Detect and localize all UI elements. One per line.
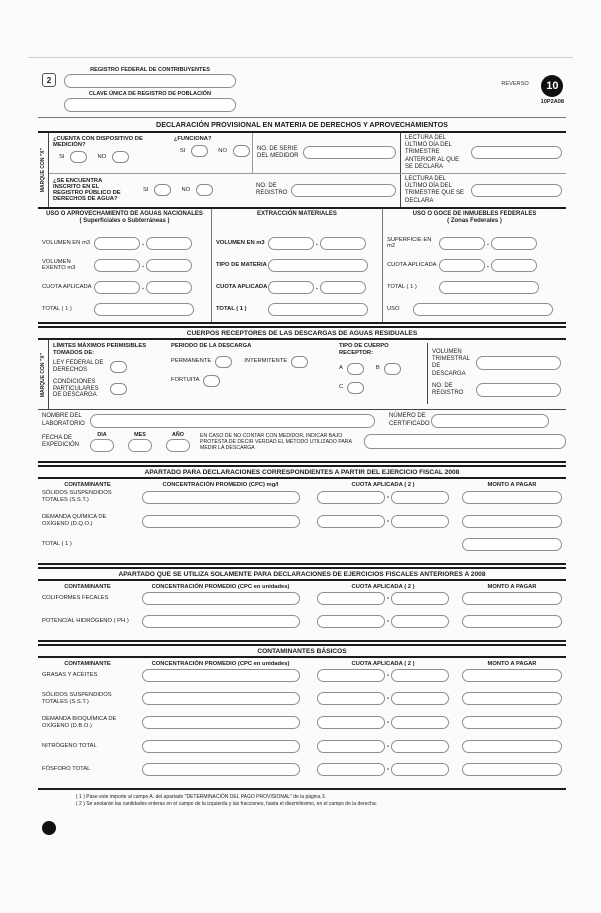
decimal-dash: - <box>386 618 390 626</box>
decimal-dash: - <box>386 672 390 680</box>
materiales-title: EXTRACCIÓN MATERIALES <box>257 210 337 217</box>
contaminante-label: POTENCIAL HIDRÓGENO ( PH ) <box>42 618 129 625</box>
cuerpos-section <box>38 340 566 410</box>
aguas-title: USO O APROVECHAMIENTO DE AGUAS NACIONALES <box>46 210 203 217</box>
header-cuota: CUOTA APLICADA ( 2 ) <box>351 661 415 668</box>
contaminante-label: FÓSFORO TOTAL <box>42 765 91 772</box>
header-monto: MONTO A PAGAR <box>487 482 537 489</box>
decimal-dash: - <box>386 493 390 501</box>
table-row <box>38 763 566 776</box>
decimal-dot: . <box>142 284 144 291</box>
ano-label: AÑO <box>172 431 184 438</box>
aguas-subtitle: ( Superficiales o Subterráneas ) <box>79 217 170 224</box>
cuota-entero-input[interactable] <box>317 763 385 776</box>
no-registro-label: NO. DE REGISTRO <box>432 382 464 396</box>
fecha-expedicion-label: FECHA DE EXPEDICIÓN <box>42 434 80 448</box>
cuota-entero-input[interactable] <box>317 615 385 628</box>
materiales-volumen-entero-input[interactable] <box>268 237 314 250</box>
cuota-decimal-input[interactable] <box>391 716 449 729</box>
decimal-dot: . <box>316 283 318 291</box>
tipo-c-label: C <box>339 384 344 391</box>
volumen-exento-label: VOLUMEN EXENTO m3 <box>42 258 76 272</box>
header-monto: MONTO A PAGAR <box>487 661 537 668</box>
no-registro-input[interactable] <box>291 184 396 197</box>
condiciones-checkbox[interactable] <box>110 383 127 395</box>
si-label: SI <box>179 148 186 154</box>
monto-input[interactable] <box>462 592 562 605</box>
contaminante-label: COLIFORMES FECALES <box>42 595 109 602</box>
cuota-decimal-input[interactable] <box>391 669 449 682</box>
monto-input[interactable] <box>462 615 562 628</box>
total-label: TOTAL ( 1 ) <box>387 284 417 291</box>
inmuebles-cuota-decimal-input[interactable] <box>491 259 537 272</box>
si-label: SI <box>143 186 149 193</box>
cuota-aplicada-label: CUOTA APLICADA <box>387 262 437 269</box>
cuota-aplicada-label: CUOTA APLICADA <box>216 283 268 290</box>
volumen-label: VOLUMEN EN m3 <box>42 239 90 246</box>
aguas-exento-entero-input[interactable] <box>94 259 140 272</box>
concentracion-input[interactable] <box>142 669 300 682</box>
cuota-decimal-input[interactable] <box>391 763 449 776</box>
no-registro-label: NO. DE REGISTRO <box>256 183 288 197</box>
inmuebles-federales-column <box>383 209 566 322</box>
tipo-cuerpo-header: TIPO DE CUERPO RECEPTOR: <box>339 343 389 356</box>
cuerpos-section-title: CUERPOS RECEPTORES DE LAS DESCARGAS DE AGUAS RESIDUALES <box>38 326 566 340</box>
decimal-dot: . <box>487 239 489 247</box>
curp-label: CLAVE ÚNICA DE REGISTRO DE POBLACIÓN <box>88 91 212 97</box>
concentracion-input[interactable] <box>142 592 300 605</box>
decimal-dot: . <box>142 239 144 247</box>
monto-input[interactable] <box>462 491 562 504</box>
funciona-si-checkbox[interactable] <box>191 145 208 157</box>
total-label: TOTAL ( 1 ) <box>42 306 72 313</box>
question-dispositivo: ¿CUENTA CON DISPOSITIVO DE MEDICIÓN? <box>53 136 143 148</box>
periodo-header: PERIODO DE LA DESCARGA <box>171 343 252 349</box>
footnotes <box>38 790 566 808</box>
funciona-no-checkbox[interactable] <box>233 145 250 157</box>
aguas-cuota-decimal-input[interactable] <box>146 281 192 294</box>
cuota-aplicada-label: CUOTA APLICADA <box>42 284 92 291</box>
inmuebles-title: USO O GOCE DE INMUEBLES FEDERALES <box>412 210 537 217</box>
materiales-volumen-decimal-input[interactable] <box>320 237 366 250</box>
form-code-label: 10P2A08 <box>540 99 564 105</box>
monto-input[interactable] <box>462 740 562 753</box>
uso-input[interactable] <box>413 303 553 316</box>
tipo-materia-label: TIPO DE MATERIA <box>216 261 267 268</box>
aguas-volumen-decimal-input[interactable] <box>146 237 192 250</box>
header-concentracion: CONCENTRACIÓN PROMEDIO (CPC en unidades) <box>151 584 290 591</box>
registro-si-checkbox[interactable] <box>154 184 171 196</box>
footnote-1: ( 1 ) Pase este importe al campo A. del apartado "DETERMINACIÓN DEL PAGO PROVISIONAL" de la página 3. <box>76 793 327 800</box>
total-label: TOTAL ( 1 ) <box>42 541 72 548</box>
metodo-medicion-label: EN CASO DE NO CONTAR CON MEDIDOR, INDICAR BAJO PROTESTA DE DECIR VERDAD EL MÉTODO UTILIZADO PARA MEDIR LA DESCARGA <box>200 432 352 452</box>
header-concentracion: CONCENTRACIÓN PROMEDIO (CPC) mg/l <box>162 482 279 489</box>
header-concentracion: CONCENTRACIÓN PROMEDIO (CPC en unidades) <box>151 661 290 668</box>
fortuita-checkbox[interactable] <box>203 375 220 387</box>
inmuebles-total-input[interactable] <box>439 281 539 294</box>
aguas-volumen-entero-input[interactable] <box>94 237 140 250</box>
cuota-decimal-input[interactable] <box>391 615 449 628</box>
no-label: NO <box>181 186 191 193</box>
volumen-trimestral-label: VOLUMEN TRIMESTRAL DE DESCARGA <box>432 349 470 377</box>
tipo-b-label: B <box>375 365 380 372</box>
mes-input[interactable] <box>128 439 152 452</box>
aguas-cuota-entero-input[interactable] <box>94 281 140 294</box>
table-2008 <box>38 479 566 565</box>
decimal-dash: - <box>386 517 390 525</box>
registro-no-checkbox[interactable] <box>196 184 213 196</box>
aguas-total-input[interactable] <box>94 303 194 316</box>
cuota-decimal-input[interactable] <box>391 740 449 753</box>
apartado-2008-title: APARTADO PARA DECLARACIONES CORRESPONDIENTES A PARTIR DEL EJERCICIO FISCAL 2008 <box>38 465 566 479</box>
cuota-entero-input[interactable] <box>317 491 385 504</box>
nombre-laboratorio-label: NOMBRE DEL LABORATORIO <box>42 413 85 427</box>
ley-federal-label: LEY FEDERAL DE DERECHOS <box>53 359 104 373</box>
page-edge-rule <box>28 57 573 58</box>
descarga-registro-input[interactable] <box>476 383 561 397</box>
cuota-entero-input[interactable] <box>317 592 385 605</box>
cuota-entero-input[interactable] <box>317 716 385 729</box>
permanente-checkbox[interactable] <box>215 356 232 368</box>
decimal-dash: - <box>386 742 390 750</box>
tipo-a-checkbox[interactable] <box>347 363 364 375</box>
question-funciona: ¿FUNCIONA? <box>173 136 212 142</box>
identification-block <box>38 63 566 117</box>
fortuita-label: FORTUITA <box>171 377 200 384</box>
curp-input[interactable] <box>64 98 236 112</box>
decimal-dot: . <box>142 261 144 269</box>
copy-number-box: 2 <box>42 73 56 87</box>
concentracion-input[interactable] <box>142 740 300 753</box>
header-contaminante: CONTAMINANTE <box>64 661 111 668</box>
table-row <box>38 592 566 605</box>
cuota-entero-input[interactable] <box>317 515 385 528</box>
intermitente-checkbox[interactable] <box>291 356 308 368</box>
dia-input[interactable] <box>90 439 114 452</box>
monto-input[interactable] <box>462 716 562 729</box>
inmuebles-subtitle: ( Zonas Federales ) <box>447 217 502 224</box>
table-row <box>38 669 566 682</box>
table-row <box>38 490 566 504</box>
lectura-anterior-label: LECTURA DEL ÚLTIMO DÍA DEL TRIMESTRE ANTERIOR AL QUE SE DECLARA <box>405 135 460 170</box>
dispositivo-no-checkbox[interactable] <box>112 151 129 163</box>
table-anterior <box>38 581 566 642</box>
cuota-decimal-input[interactable] <box>391 592 449 605</box>
decimal-dot: . <box>487 262 489 269</box>
nombre-laboratorio-input[interactable] <box>90 414 375 428</box>
decimal-dash: - <box>386 595 390 603</box>
concentracion-input[interactable] <box>142 716 300 729</box>
rfc-input[interactable] <box>64 74 236 88</box>
mes-label: MES <box>134 431 146 438</box>
condiciones-label: CONDICIONES PARTICULARES DE DESCARGA <box>53 378 99 399</box>
contaminantes-basicos-title: CONTAMINANTES BÁSICOS <box>38 644 566 658</box>
cuota-decimal-input[interactable] <box>391 515 449 528</box>
lectura-actual-label: LECTURA DEL ÚLTIMO DÍA DEL TRIMESTRE QUE SE DECLARA <box>405 175 465 204</box>
monto-input[interactable] <box>462 763 562 776</box>
page-number-badge: 10 <box>541 75 563 97</box>
table-row <box>38 692 566 706</box>
contaminante-label: SÓLIDOS SUSPENDIDOS TOTALES (S.S.T.) <box>42 692 112 705</box>
numero-certificado-label: NÚMERO DE CERTIFICADO <box>389 413 430 427</box>
contaminante-label: SÓLIDOS SUSPENDIDOS TOTALES (S.S.T.) <box>42 490 112 504</box>
medicion-section <box>38 133 566 209</box>
laboratorio-section <box>38 410 566 463</box>
lectura-actual-input[interactable] <box>471 184 562 197</box>
no-label: NO <box>218 148 227 154</box>
total-monto-input[interactable] <box>462 538 562 551</box>
rfc-label: REGISTRO FEDERAL DE CONTRIBUYENTES <box>90 67 210 73</box>
dispositivo-si-checkbox[interactable] <box>70 151 87 163</box>
concentracion-input[interactable] <box>142 615 300 628</box>
cuota-entero-input[interactable] <box>317 669 385 682</box>
aguas-exento-decimal-input[interactable] <box>146 259 192 272</box>
ano-input[interactable] <box>166 439 190 452</box>
marque-con-x-label: MARQUE CON "X" <box>38 133 49 207</box>
decimal-dash: - <box>386 719 390 727</box>
concentracion-input[interactable] <box>142 763 300 776</box>
cuota-decimal-input[interactable] <box>391 491 449 504</box>
concentracion-input[interactable] <box>142 692 300 705</box>
ley-federal-checkbox[interactable] <box>110 361 127 373</box>
contaminante-label: GRASAS Y ACEITES <box>42 672 98 679</box>
table-row <box>38 740 566 753</box>
reverso-label: REVERSO <box>501 81 529 87</box>
marque-con-x-label: MARQUE CON "X" <box>38 340 49 409</box>
contaminante-label: NITRÓGENO TOTAL <box>42 742 97 749</box>
tipo-a-label: A <box>339 365 343 372</box>
intermitente-label: INTERMITENTE <box>244 358 288 365</box>
decimal-dot: . <box>316 239 318 247</box>
tipo-c-checkbox[interactable] <box>347 382 364 394</box>
numero-certificado-input[interactable] <box>431 414 549 428</box>
materiales-total-input[interactable] <box>268 303 368 316</box>
concentracion-input[interactable] <box>142 491 300 504</box>
concentracion-input[interactable] <box>142 515 300 528</box>
header-cuota: CUOTA APLICADA ( 2 ) <box>351 482 415 489</box>
superficie-label: SUPERFICIE EN m2 <box>387 236 432 250</box>
cuota-entero-input[interactable] <box>317 692 385 705</box>
cuota-decimal-input[interactable] <box>391 692 449 705</box>
monto-input[interactable] <box>462 669 562 682</box>
volumen-trimestral-input[interactable] <box>476 356 561 370</box>
tipo-b-checkbox[interactable] <box>384 363 401 375</box>
table-basicos <box>38 658 566 790</box>
monto-input[interactable] <box>462 692 562 705</box>
contaminante-label: DEMANDA QUÍMICA DE OXÍGENO (D.Q.O.) <box>42 514 107 528</box>
table-row <box>38 615 566 628</box>
monto-input[interactable] <box>462 515 562 528</box>
form-title: DECLARACIÓN PROVISIONAL EN MATERIA DE DERECHOS Y APROVECHAMIENTOS <box>38 117 566 133</box>
print-registration-dot <box>42 821 56 835</box>
inmuebles-superficie-entero-input[interactable] <box>439 237 485 250</box>
no-label: NO <box>97 154 107 160</box>
materiales-cuota-decimal-input[interactable] <box>320 281 366 294</box>
contaminante-label: DEMANDA BIOQUÍMICA DE OXÍGENO (D.B.O.) <box>42 715 117 729</box>
decimal-dash: - <box>386 695 390 703</box>
inmuebles-cuota-entero-input[interactable] <box>439 259 485 272</box>
si-label: SI <box>59 154 65 160</box>
metodo-medicion-input[interactable] <box>364 434 566 449</box>
header-cuota: CUOTA APLICADA ( 2 ) <box>351 584 415 591</box>
usos-section <box>38 209 566 324</box>
tipo-materia-input[interactable] <box>268 259 368 272</box>
footnote-2: ( 2 ) Se anotarán las cantidades enteras en el campo de la izquierda y las fracciones, hasta el diezmilésimo, en el campo de la derecha. <box>76 800 378 807</box>
header-contaminante: CONTAMINANTE <box>64 584 111 591</box>
inmuebles-superficie-decimal-input[interactable] <box>491 237 537 250</box>
table-total-row <box>38 538 566 551</box>
serie-medidor-input[interactable] <box>303 146 396 159</box>
decimal-dash: - <box>386 765 390 773</box>
serie-medidor-label: NO. DE SERIE DEL MEDIDOR <box>257 145 299 159</box>
extraccion-materiales-column <box>212 209 383 322</box>
total-label: TOTAL ( 1 ) <box>216 305 247 312</box>
uso-label: USO <box>387 306 400 313</box>
dia-label: DIA <box>97 431 107 438</box>
limites-header: LÍMITES MÁXIMOS PERMISIBLES TOMADOS DE: <box>53 343 147 356</box>
cuota-entero-input[interactable] <box>317 740 385 753</box>
table-row <box>38 716 566 730</box>
lectura-anterior-input[interactable] <box>471 146 562 159</box>
question-registro-publico: ¿SE ENCUENTRA INSCRITO EN EL REGISTRO PÚBLICO DE DERECHOS DE AGUA? <box>53 177 121 202</box>
table-row <box>38 514 566 528</box>
volumen-label: VOLUMEN EN m3 <box>216 239 265 246</box>
header-monto: MONTO A PAGAR <box>487 584 537 591</box>
apartado-anterior-title: APARTADO QUE SE UTILIZA SOLAMENTE PARA DECLARACIONES DE EJERCICIOS FISCALES ANTERIORES A 2008 <box>38 567 566 581</box>
aguas-nacionales-column <box>38 209 212 322</box>
permanente-label: PERMANENTE <box>171 358 212 365</box>
header-contaminante: CONTAMINANTE <box>64 482 111 489</box>
materiales-cuota-entero-input[interactable] <box>268 281 314 294</box>
